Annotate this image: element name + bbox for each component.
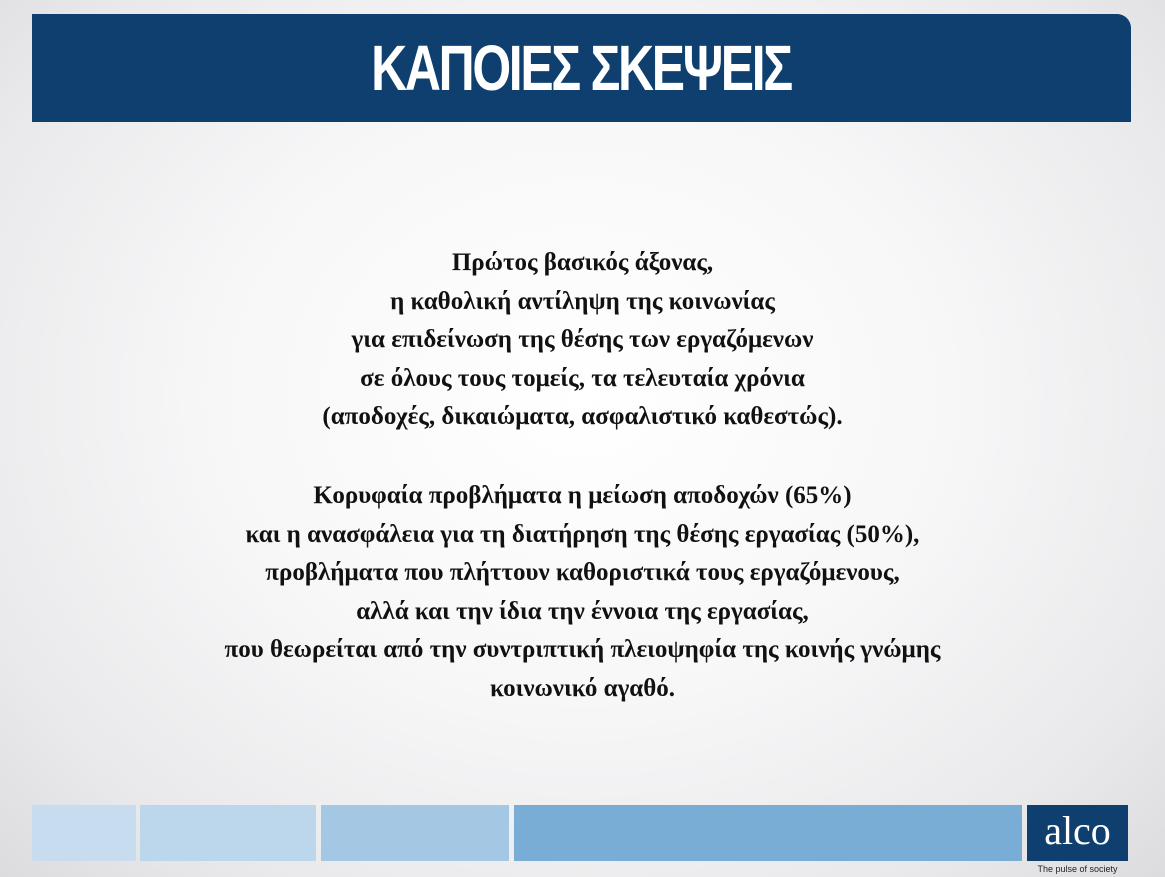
footer-bar-segment (140, 805, 316, 861)
logo-tagline: The pulse of society (1037, 864, 1118, 874)
logo-text: alco (1044, 808, 1111, 853)
text-line: που θεωρείται από την συντριπτική πλειοψηφία της κοινής γνώμης (224, 636, 941, 663)
slide-title: ΚΑΠΟΙΕΣ ΣΚΕΨΕΙΣ (371, 32, 792, 104)
text-line: προβλήματα που πλήττουν καθοριστικά τους εργαζόμενους, (265, 559, 900, 586)
text-line: κοινωνικό αγαθό. (489, 674, 676, 702)
text-line: αλλά και την ίδια την έννοια της εργασίας, (356, 597, 809, 625)
text-line: και η ανασφάλεια για τη διατήρηση της θέσης εργασίας (50%), (245, 520, 920, 548)
text-line: (αποδοχές, δικαιώματα, ασφαλιστικό καθεστώς). (322, 403, 843, 430)
text-line: Κορυφαία προβλήματα η μείωση αποδοχών (65%) (313, 482, 852, 509)
alco-logo (1027, 805, 1128, 861)
footer-bar-segment (32, 805, 136, 861)
footer-bar-segment (514, 805, 1022, 861)
title-banner (32, 14, 1131, 122)
text-line: η καθολική αντίληψη της κοινωνίας (390, 287, 775, 315)
text-line: Πρώτος βασικός άξονας, (451, 249, 714, 276)
paragraph-top-problems (40, 477, 1125, 708)
footer-bar-segment (321, 805, 509, 861)
text-line: σε όλους τους τομείς, τα τελευταία χρόνια (360, 364, 805, 392)
paragraph-first-axis (40, 244, 1125, 437)
text-line: για επιδείνωση της θέσης των εργαζόμενων (351, 326, 814, 353)
